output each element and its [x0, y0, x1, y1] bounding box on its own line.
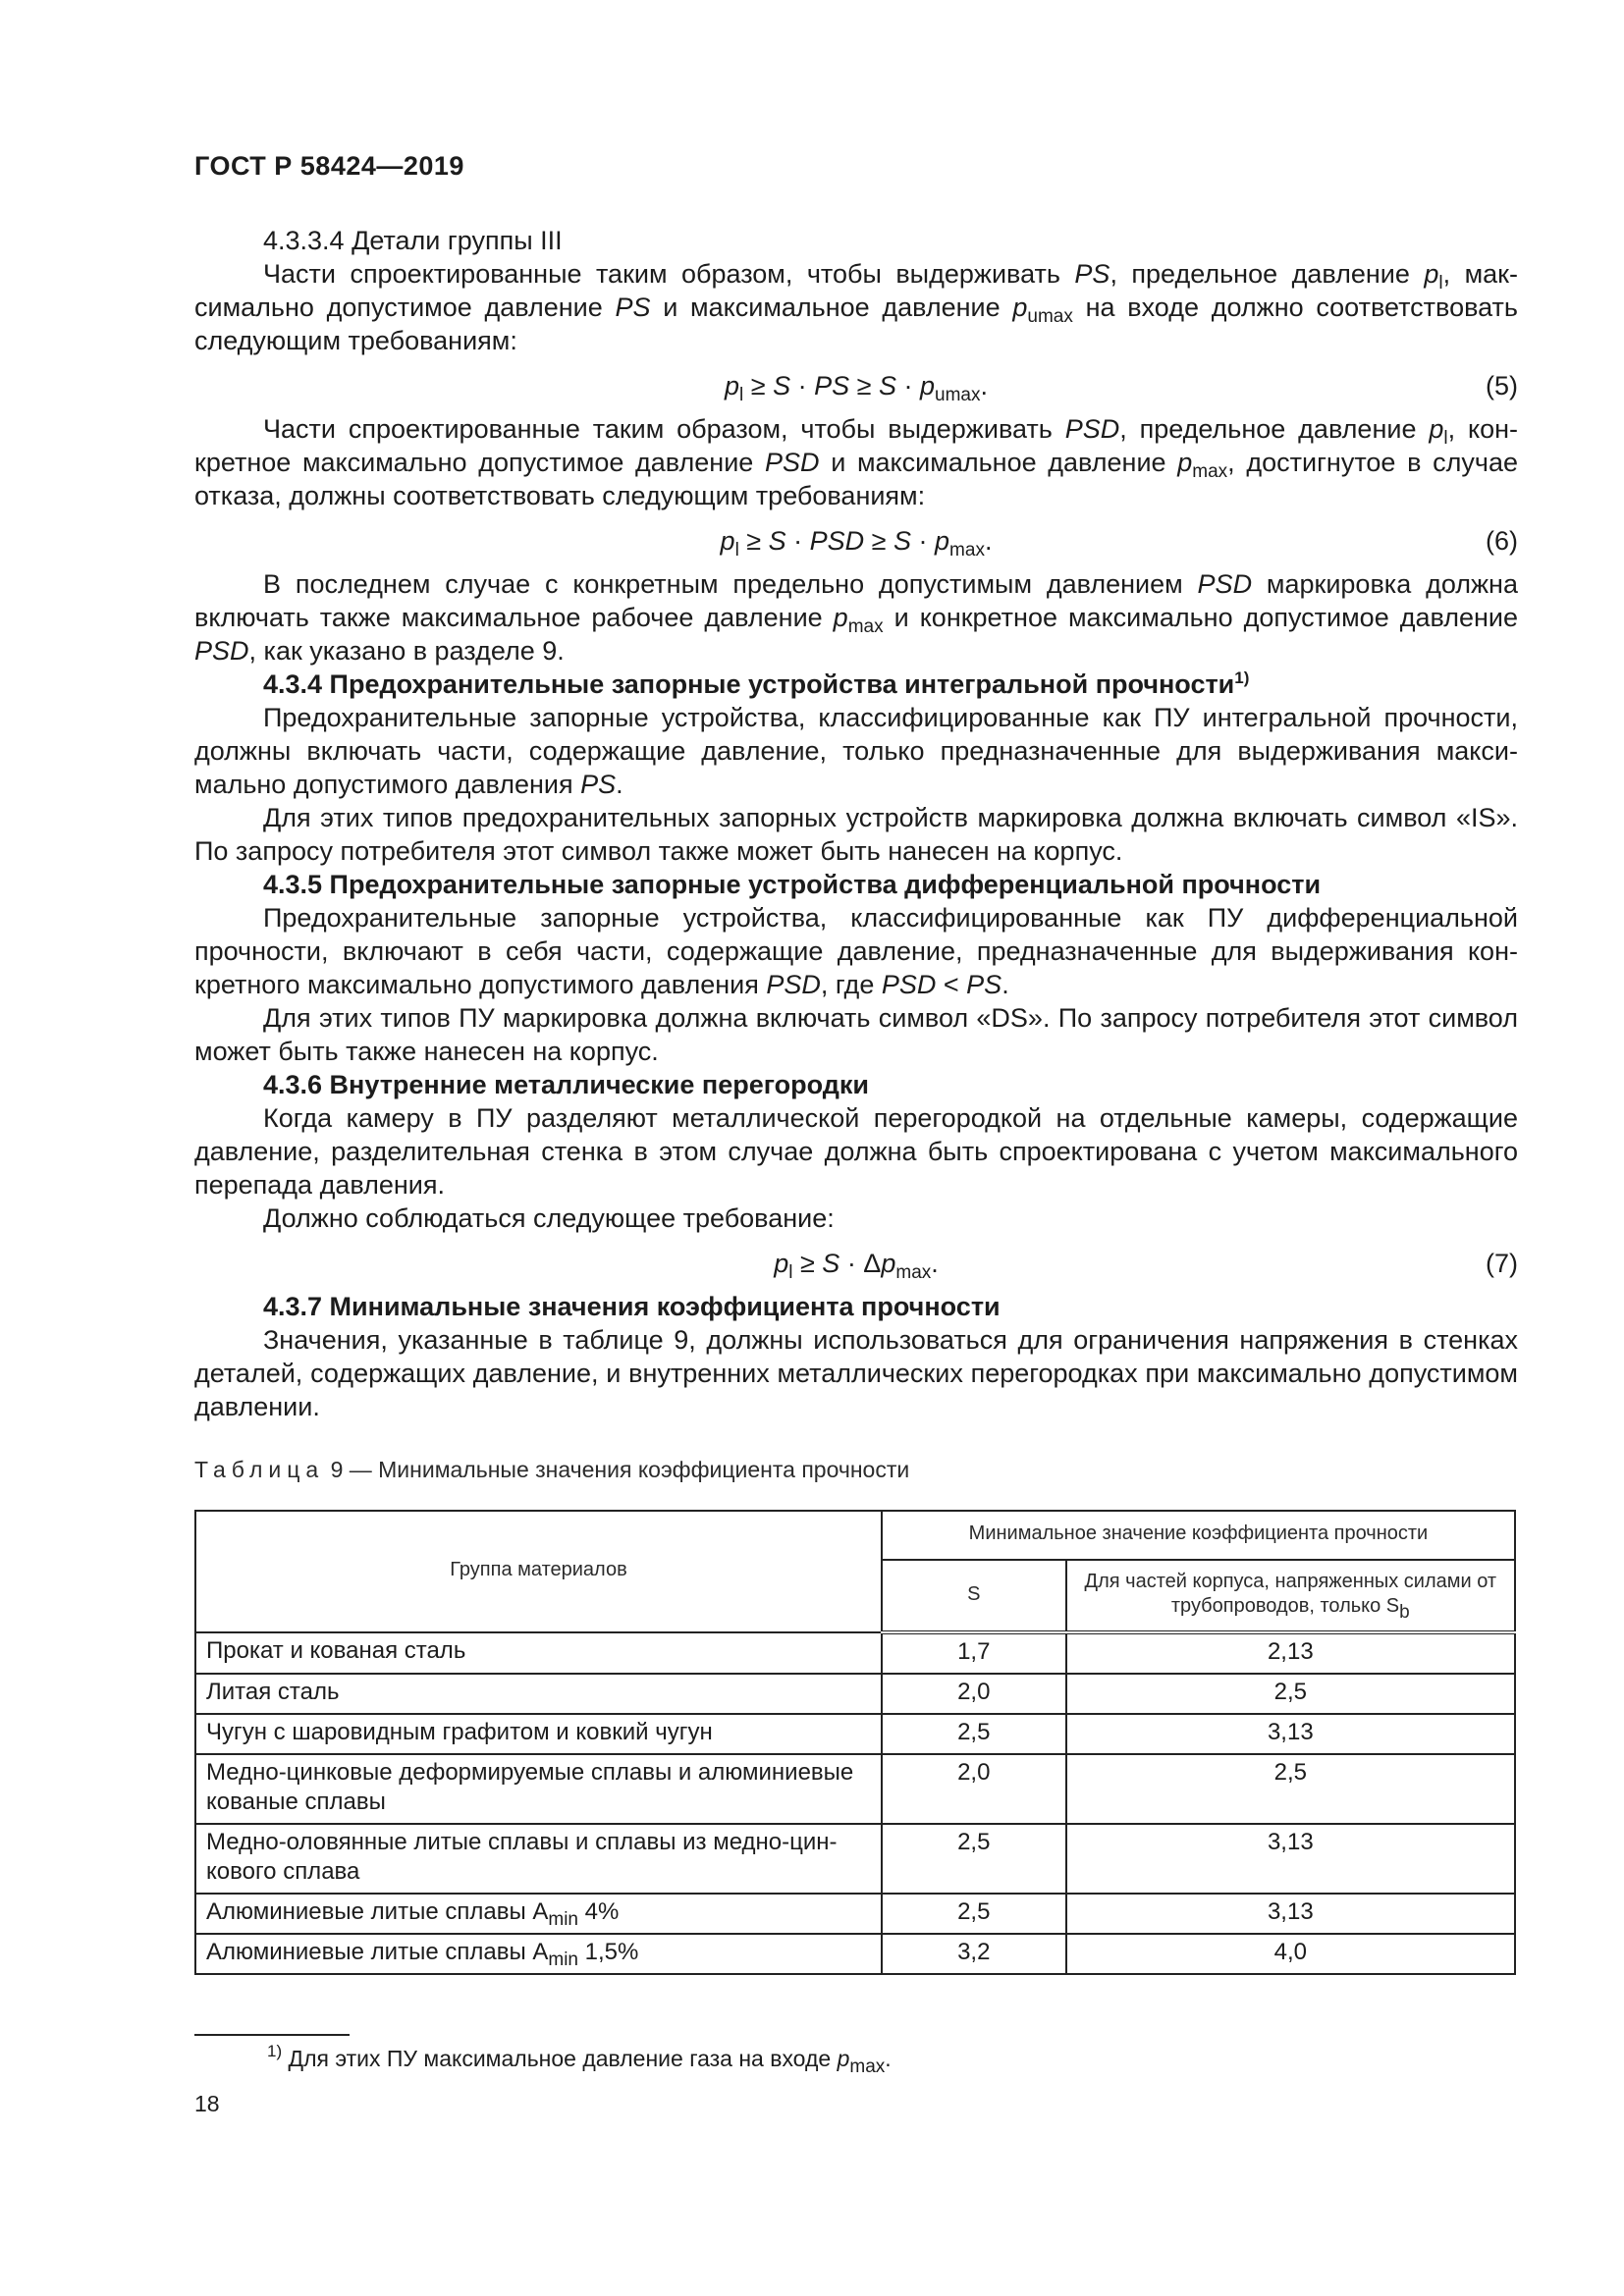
heading-4-3-7: 4.3.7 Минимальные значения коэффициента прочности [263, 1292, 1001, 1321]
table-row [195, 1824, 1515, 1894]
footnote-ref: 1) [1234, 668, 1250, 687]
s-value-cell: 3,2 [882, 1934, 1066, 1974]
formula-5-expression: $p_l \ge S$ · PS ≥ $S \cdot p_{umax}$. [725, 371, 988, 405]
paragraph-group3-psd: Части спроектированные таким образом, чтобы выдерживать PSD, предельное давление $p_l$, конкретное максимально допустимое давление PSD и максимальное давление $p_{max}$, достигнутое в случае отказа, должны соответствовать следующим требованиям: [194, 414, 1519, 510]
header-material-group: Группа материалов [195, 1511, 882, 1632]
standard-code: ГОСТ Р 58424—2019 [194, 151, 464, 181]
formula-5-number: (5) [1486, 371, 1518, 400]
table-row [195, 1674, 1515, 1714]
table-row [195, 1632, 1515, 1674]
footnote-mark: 1) [267, 2042, 283, 2060]
table-caption [194, 1453, 909, 1486]
header-s: S [882, 1560, 1066, 1632]
formula-7-expression: $p_l \ge S \cdot \Delta p_{max}$. [774, 1249, 939, 1283]
heading-4-3-5: 4.3.5 Предохранительные запорные устройства дифференциальной прочности [263, 870, 1322, 899]
formula-6 [194, 516, 1518, 561]
main-text [194, 224, 1518, 1423]
formula-5 [194, 361, 1518, 406]
table-row [195, 1894, 1515, 1934]
sb-value-cell: 2,5 [1066, 1674, 1515, 1714]
material-cell: Прокат и кованая сталь [195, 1632, 882, 1674]
sb-value-cell: 3,13 [1066, 1714, 1515, 1754]
paragraph-differential-strength: Предохранительные запорные устройства, классифицированные как ПУ дифференциальной прочности, включают в себя части, содержащие давление, предназначенные для выдерживания конкретного максимально допустимого давления PSD, где PSD < PS. [194, 903, 1518, 999]
heading-4-3-6: 4.3.6 Внутренние металлические перегородки [263, 1070, 870, 1099]
paragraph-integral-strength: Предохранительные запорные устройства, классифицированные как ПУ интегральной прочности, должны включать части, содержащие давление, только предназначенные для выдерживания максимально допустимого давления PS. [194, 703, 1518, 799]
table-row [195, 1934, 1515, 1974]
material-cell: Алюминиевые литые сплавы $A_{min}$ 4% [195, 1894, 882, 1934]
s-value-cell: 2,5 [882, 1824, 1066, 1894]
material-cell: Литая сталь [195, 1674, 882, 1714]
material-cell: Чугун с шаровидным графитом и ковкий чугун [195, 1714, 882, 1754]
s-value-cell: 1,7 [882, 1632, 1066, 1674]
sb-value-cell: 3,13 [1066, 1894, 1515, 1934]
formula-7-number: (7) [1486, 1249, 1518, 1278]
section-4334-title: 4.3.3.4 Детали группы III [263, 226, 563, 255]
s-value-cell: 2,5 [882, 1714, 1066, 1754]
page-number: 18 [194, 2091, 220, 2116]
sb-value-cell: 3,13 [1066, 1824, 1515, 1894]
s-value-cell: 2,0 [882, 1674, 1066, 1714]
header-min-coefficient: Минимальное значение коэффициента прочности [882, 1511, 1515, 1560]
header-body-parts: Для частей корпуса, напряженных силами от трубопроводов, только $S_b$ [1066, 1560, 1515, 1632]
paragraph-is-marking: Для этих типов предохранительных запорных устройств маркировка должна включать символ «IS». По запросу потребителя этот символ также может быть нанесен на корпус. [194, 803, 1518, 866]
paragraph-group3-ps: Части спроектированные таким образом, чтобы выдерживать PS, предельное давление $p_l$, максимально допустимое давление PS и максимальное давление $p_{umax}$ на входе должно соответствовать следующим требованиям: [194, 259, 1518, 355]
table-row [195, 1754, 1515, 1824]
strength-coefficient-table [194, 1510, 1516, 1975]
paragraph-partition: Когда камеру в ПУ разделяют металлической перегородкой на отдельные камеры, содержащие давление, разделительная стенка в этом случае должна быть спроектирована с учетом максимального перепада давления. [194, 1103, 1518, 1200]
material-cell: Медно-оловянные литые сплавы и сплавы из медно-цинкового сплава [195, 1824, 882, 1894]
s-value-cell: 2,5 [882, 1894, 1066, 1934]
paragraph-psd-marking: В последнем случае с конкретным предельно допустимым давлением PSD маркировка должна включать также максимальное рабочее давление $p_{max}$ и конкретное максимально допустимое давление PSD, как указано в разделе 9. [194, 569, 1518, 666]
sb-value-cell: 2,13 [1066, 1632, 1515, 1674]
formula-6-expression: $p_l \ge S$ · PSD ≥ $S \cdot p_{max}$. [720, 526, 993, 561]
sb-value-cell: 2,5 [1066, 1754, 1515, 1824]
footnote-separator [194, 2034, 350, 2036]
footnote: $^{1)}$ Для этих ПУ максимальное давление газа на входе $p_{max}$. [267, 2042, 892, 2077]
paragraph-requirement: Должно соблюдаться следующее требование: [263, 1203, 835, 1233]
formula-7 [194, 1239, 1518, 1284]
paragraph-strength-values: Значения, указанные в таблице 9, должны использоваться для ограничения напряжения в стенках деталей, содержащих давление, и внутренних металлических перегородках при максимально допустимом давлении. [194, 1325, 1518, 1421]
formula-6-number: (6) [1486, 526, 1518, 556]
sb-value-cell: 4,0 [1066, 1934, 1515, 1974]
heading-4-3-4: 4.3.4 Предохранительные запорные устройства интегральной прочности$^{1)}$ [263, 668, 1250, 699]
material-cell: Медно-цинковые деформируемые сплавы и алюминиевые кованые сплавы [195, 1754, 882, 1824]
table-caption-title: 9 — Минимальные значения коэффициента прочности [324, 1457, 910, 1482]
table-row [195, 1714, 1515, 1754]
paragraph-ds-marking: Для этих типов ПУ маркировка должна включать символ «DS». По запросу потребителя этот символ может быть также нанесен на корпус. [194, 1003, 1518, 1066]
material-cell: Алюминиевые литые сплавы $A_{min}$ 1,5% [195, 1934, 882, 1974]
table-caption-label: Таблица [194, 1457, 325, 1482]
s-value-cell: 2,0 [882, 1754, 1066, 1824]
